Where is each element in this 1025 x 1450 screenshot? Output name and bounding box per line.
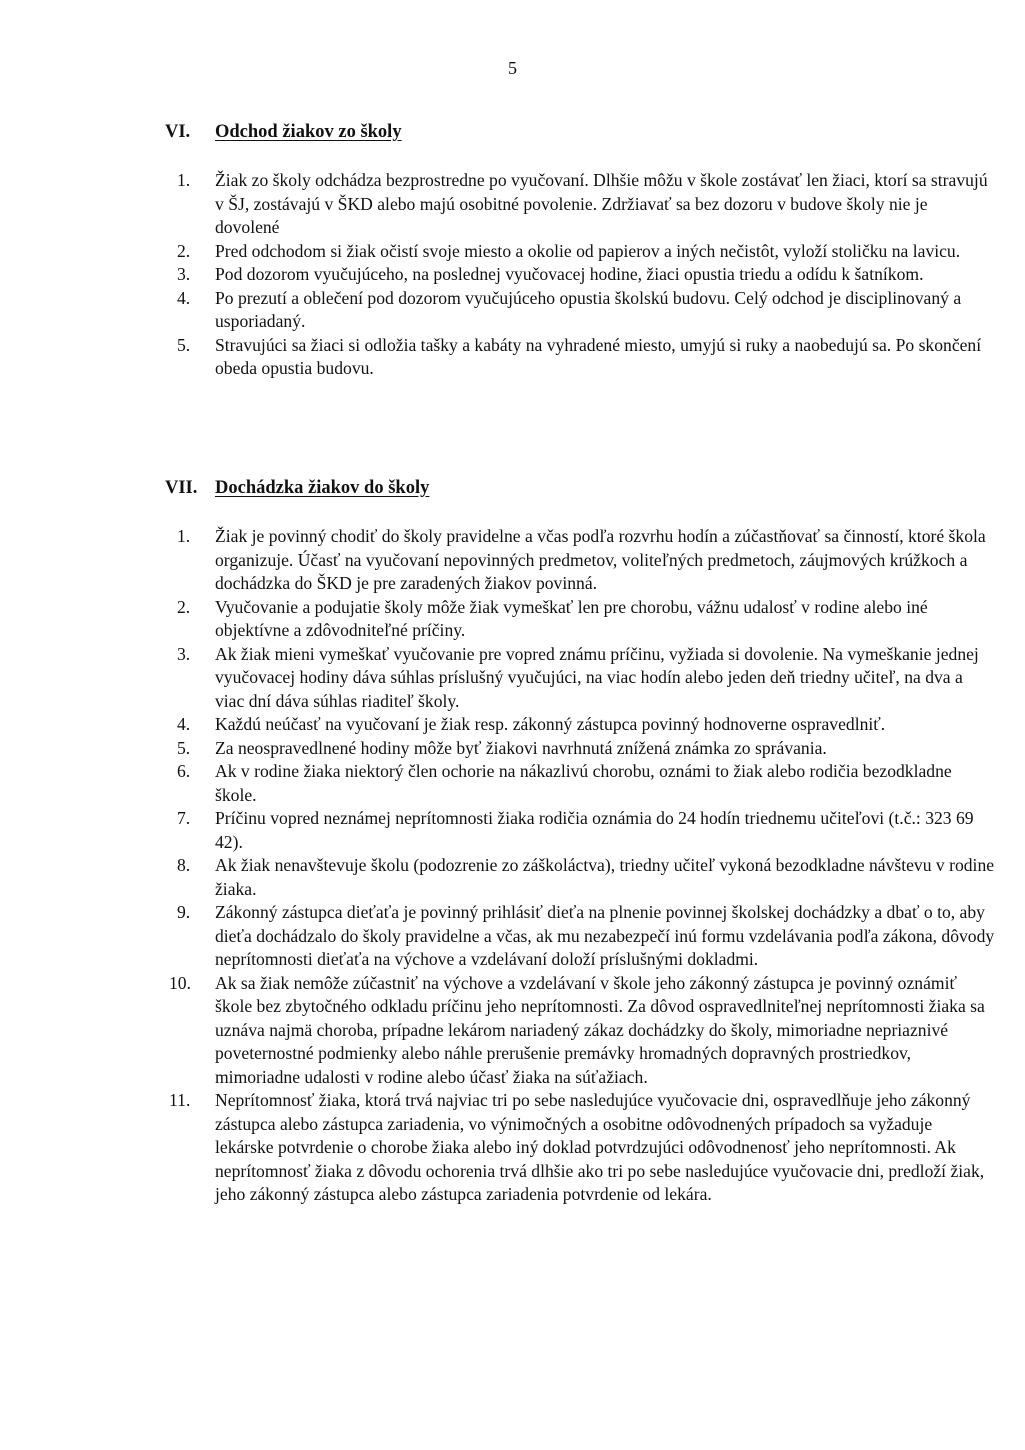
list-item [165, 1089, 995, 1207]
item-number: 4. [177, 714, 191, 734]
item-number: 2. [177, 240, 191, 261]
item-text: Každú neúčasť na vyučovaní je žiak resp. zákonný zástupca povinný hodnoverne ospravedlniť. [215, 714, 886, 734]
item-number: 2. [177, 596, 191, 617]
item-number: 5. [177, 737, 191, 758]
item-text: Zákonný zástupca dieťaťa je povinný prihlásiť dieťa na plnenie povinnej školskej dochádzky a dbať o to, aby dieťa dochádzalo do školy pravidelne a včas, ak mu nezabezpečí inú formu vzdelávania podľa zákona, dôvody neprítomnosti dieťaťa na výchove a vzdelávaní doloží príslušnými dokladmi. [215, 902, 995, 969]
item-text: Vyučovanie a podujatie školy môže žiak vymeškať len pre chorobu, vážnu udalosť v rodine alebo iné objektívne a zdôvodniteľné príčiny. [215, 596, 928, 640]
section-numeral: VII. [165, 478, 198, 498]
rules-list [165, 525, 995, 1207]
item-text: Žiak zo školy odchádza bezprostredne po vyučovaní. Dlhšie môžu v škole zostávať len žiaci, ktorí sa stravujú v ŠJ, zostávajú v ŠKD alebo majú osobitné povolenie. Zdržiavať sa bez dozoru v budove školy nie je dovolené [215, 170, 988, 237]
list-item [165, 169, 995, 240]
item-text: Ak v rodine žiaka niektorý člen ochorie na nákazlivú chorobu, oznámi to žiak alebo rodičia bezodkladne škole. [215, 761, 952, 805]
item-number: 3. [177, 643, 191, 664]
list-item [165, 737, 995, 761]
item-text: Za neospravedlnené hodiny môže byť žiakovi navrhnutá znížená známka zo správania. [215, 737, 827, 758]
list-item [165, 596, 995, 643]
section-odchod-ziakov [165, 122, 995, 381]
list-item [165, 713, 995, 737]
item-text: Pred odchodom si žiak očistí svoje miesto a okolie od papierov a iných nečistôt, vyloží stoličku na lavicu. [215, 240, 961, 261]
rules-list [165, 169, 995, 381]
item-number: 6. [177, 761, 191, 781]
section-title: Odchod žiakov zo školy [215, 122, 402, 142]
section-dochadzka-ziakov [165, 478, 995, 1207]
list-item [165, 854, 995, 901]
list-item [165, 263, 995, 287]
item-number: 9. [177, 902, 191, 922]
item-text: Neprítomnosť žiaka, ktorá trvá najviac tri po sebe nasledujúce vyučovacie dni, ospravedlňuje jeho zákonný zástupca alebo zástupca zariadenia, vo výnimočných a osobitne odôvodnených prípadoch sa vyžaduje lekárske potvrdenie o chorobe žiaka alebo iný doklad potvrdzujúci odôvodnenosť jeho neprítomnosti. Ak neprítomnosť žiaka z dôvodu ochorenia trvá dlhšie ako tri po sebe nasledujúce vyučovacie dni, predloží žiak, jeho zákonný zástupca alebo zástupca zariadenia potvrdenie od lekára. [215, 1090, 985, 1204]
item-number: 11. [169, 1090, 191, 1110]
item-number: 1. [177, 170, 191, 190]
item-number: 10. [169, 972, 191, 993]
item-number: 5. [177, 334, 191, 355]
item-text: Žiak je povinný chodiť do školy pravidelne a včas podľa rozvrhu hodín a zúčastňovať sa činností, ktoré škola organizuje. Účasť na vyučovaní nepovinných predmetov, voliteľných predmetoch, záujmových krúžkoch a dochádzka do ŠKD je pre zaradených žiakov povinná. [215, 526, 986, 593]
item-number: 3. [177, 264, 191, 284]
item-text: Po prezutí a oblečení pod dozorom vyučujúceho opustia školskú budovu. Celý odchod je disciplinovaný a usporiadaný. [215, 287, 962, 331]
item-text: Pod dozorom vyučujúceho, na poslednej vyučovacej hodine, žiaci opustia triedu a odídu k šatníkom. [215, 264, 924, 284]
list-item [165, 807, 995, 854]
list-item [165, 972, 995, 1090]
item-number: 4. [177, 287, 191, 308]
list-item [165, 901, 995, 972]
item-text: Príčinu vopred neznámej neprítomnosti žiaka rodičia oznámia do 24 hodín triednemu učiteľovi (t.č.: 323 69 42). [215, 808, 974, 852]
item-number: 7. [177, 808, 191, 828]
page-number: 5 [508, 58, 517, 78]
list-item [165, 240, 995, 264]
list-item [165, 334, 995, 381]
list-item [165, 760, 995, 807]
item-text: Ak sa žiak nemôže zúčastniť na výchove a vzdelávaní v škole jeho zákonný zástupca je povinný oznámiť škole bez zbytočného odkladu príčinu jeho neprítomnosti. Za dôvod ospravedlniteľnej neprítomnosti žiaka sa uznáva najmä choroba, prípadne lekárom nariadený zákaz dochádzky do školy, mimoriadne nepriaznivé poveternostné podmienky alebo náhle prerušenie premávky hromadných dopravných prostriedkov, mimoriadne udalosti v rodine alebo účasť žiaka na súťažiach. [215, 972, 985, 1087]
item-text: Ak žiak nenavštevuje školu (podozrenie zo záškoláctva), triedny učiteľ vykoná bezodkladne návštevu v rodine žiaka. [215, 855, 995, 899]
list-item [165, 643, 995, 714]
section-title: Dochádzka žiakov do školy [215, 478, 430, 498]
section-heading [165, 478, 995, 499]
item-text: Ak žiak mieni vymeškať vyučovanie pre vopred známu príčinu, vyžiada si dovolenie. Na vymeškanie jednej vyučovacej hodiny dáva súhlas príslušný vyučujúci, na viac hodín alebo jeden deň triedny učiteľ, na dva a viac dní dáva súhlas riaditeľ školy. [215, 643, 979, 711]
section-heading [165, 122, 995, 143]
section-numeral: VI. [165, 122, 191, 142]
list-item [165, 287, 995, 334]
item-text: Stravujúci sa žiaci si odložia tašky a kabáty na vyhradené miesto, umyjú si ruky a naobedujú sa. Po skončení obeda opustia budovu. [215, 334, 982, 378]
item-number: 8. [177, 855, 191, 875]
item-number: 1. [177, 526, 191, 546]
list-item [165, 525, 995, 596]
